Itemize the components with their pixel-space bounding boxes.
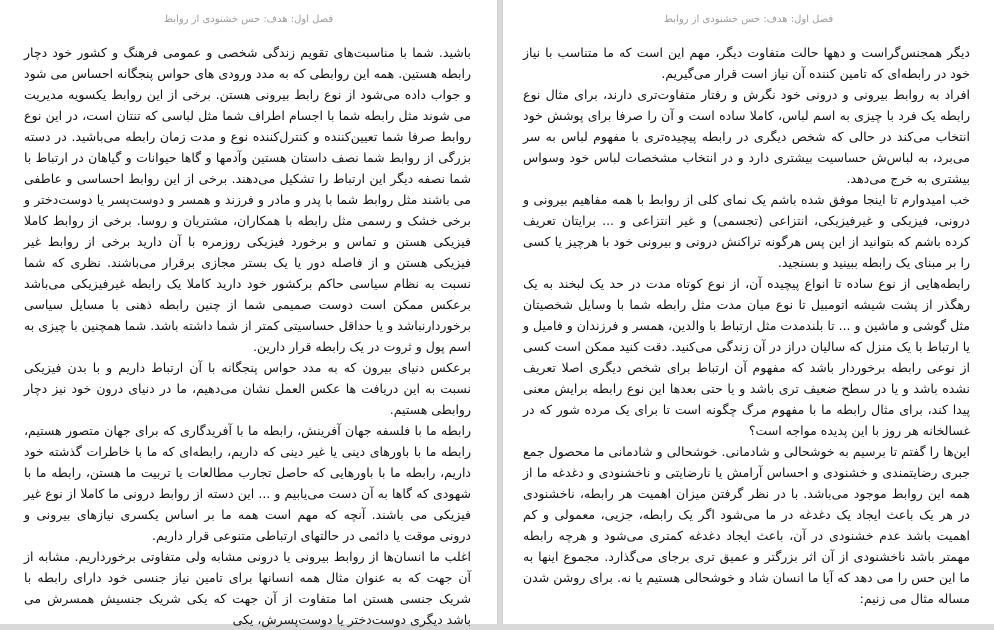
right-page — [502, 0, 994, 624]
paragraph: برعکس دنیای بیرون که به مدد حواس پنجگانه با آن ارتباط داریم و با بدن فیزیکی نسبت به این دریافت ها عکس العمل نشان می‌دهیم، ما در دنیای درون خود نیز دچار روابطی هستیم. — [24, 360, 471, 417]
paragraph: دیگر همجنس‌گراست و دهها حالت متفاوت دیگر، مهم این است که ما متناسب با نیاز خود در رابطه‌ای که تامین کننده آن نیاز است قرار می‌گیریم. — [523, 45, 970, 81]
paragraph: این‌ها را گفتم تا برسیم به خوشحالی و شادمانی. خوشحالی و شادمانی ما محصول جمع جبری رضایتمندی و خشنودی و احساس آرامش یا نارضایتی و ناخشنودی و دغدغه ما از همه این روابط موجود می‌باشد. با در نظر گرفتن میزان اهمیت هر رابطه، ناخشنودی در هر یک باعث ایجاد یک دغدغه در ما می‌شود اگر یک رابطه، جزیی، معمولی و کم اهمیت باشد عدم خشنودی در آن، باعث ایجاد دغدغه کمتری می‌شود و هرچه رابطه مهمتر باشد ناخشنودی از آن اثر بزرگتر و عمیق تری برجای می‌گذارد. مجموع اینها به ما این حس را می دهد که آیا ما انسان شاد و خوشحالی هستیم یا نه. برای روشن شدن مساله مثال می زنیم: — [523, 444, 970, 606]
paragraph: رابطه‌هایی از نوع ساده تا انواع پیچیده آن، از نوع کوتاه مدت در حد یک لبخند به یک رهگذر از پشت شیشه اتومبیل تا نوع میان مدت مثل رابطه شما با وسایل شخصیتان مثل گوشی و ماشین و ... تا بلندمدت مثل ارتباط با والدین، همسر و فرزندان و فامیل و یا ارتباط با یک منزل که سالیان دراز در آن زندگی می‌کنید. دقت کنید ممکن است کسی از نوعی رابطه برخوردار باشد که مفهوم آن ارتباط برای شخص دیگری اصلا تعریف نشده باشد و یا در سطح ضعیف تری باشد و یا حتی بعدها این نوع رابطه برایش معنی پیدا کند، برای مثال رابطه ما با مفهوم مرگ چگونه است تا برای یک مرده شور که در غسالخانه هر روز با این پدیده مواجه است؟ — [523, 276, 970, 438]
paragraph: افراد به روابط بیرونی و درونی خود نگرش و رفتار متفاوت‌تری دارند، برای مثال نوع رابطه یک فرد با چیزی به اسم لباس، کاملا ساده است و آن را صرفا برای پوشش خود انتخاب می‌کند در حالی که شخص دیگری در رابطه پیچیده‌تری با مفهوم لباس به سر می‌برد، به لباس‌ش حساسیت بیشتری دارد و در انتخاب مشخصات لباس خود وسواس بیشتری به خرج می‌دهد. — [523, 87, 970, 186]
running-head: فصل اول: هدف: حس خشنودی از روابط — [163, 14, 334, 25]
paragraph: باشید. شما با مناسبت‌های تقویم زندگی شخصی و عمومی فرهنگ و کشور خود دچار رابطه هستین. همه این روابطی که به مدد ورودی های حواس پنجگانه احساس می شود و جواب داده می‌شود از نوع رابط بیرونی هستن. برخی از این روابط یکسویه مدیریت می شوند مثل رابطه شما با اجسام اطراف شما مثل لباسی که تنتان است، در این نوع روابط صرفا شما تعیین‌کننده و کنترل‌کننده نوع و مدت زمان رابطه می‌باشید. در دسته بزرگی از روابط شما نصف داستان هستین وآدمها و گاها حیوانات و گیاهان در ارتباط با شما نصفه دیگر این ارتباط را تشکیل می‌دهند. برخی از این روابط احساسی و عاطفی می باشند مثل روابط شما با پدر و مادر و فرزند و همسر و دوست‌پسر یا دوست‌دختر و برخی خشک و رسمی مثل رابطه با همکاران، مشتریان و روسا. برخی از روابط کاملا فیزیکی هستن و تماس و برخورد فیزیکی روزمره با آن دارید برخی از روابط غیر فیزیکی هستن و از فاصله دور یا یک بستر مجازی برقرار می‌باشند. نظری که شما نسبت به نظام سیاسی حاکم برکشور خود دارید کاملا یک رابطه غیرفیزیکی می‌باشد برعکس ممکن است دوست صمیمی شما از چنین رابطه ذهنی با مسایل سیاسی برخوردارنباشد و یا حداقل حساسیتی کمتر از شما داشته باشد. شما همچنین با چیزی به اسم پول و ثروت در یک رابطه قرار دارین. — [24, 45, 471, 354]
page-body-text — [523, 42, 970, 609]
page-body-text — [24, 42, 471, 630]
left-page — [0, 0, 498, 627]
paragraph: خب امیدوارم تا اینجا موفق شده باشم یک نمای کلی از روابط با همه مفاهیم بیرونی و درونی، فیزیکی و غیرفیزیکی، انتزاعی (تجسمی) و غیر انتزاعی و ... برایتان تعریف کرده باشم که بتوانید از این پس هرگونه تراکنش درونی و بیرونی خود با هرچیز یا کسی را بر مبنای یک رابطه ببینید و بسنجید. — [523, 192, 970, 270]
paragraph: اغلب ما انسان‌ها از روابط بیرونی یا درونی مشابه ولی متفاوتی برخورداریم. مشابه از آن جهت که به عنوان مثال همه انسانها برای تامین نیاز جنسی خود دارای رابطه با شریک جنسی هستن اما متفاوت از آن جهت که یکی شریک جنسیش همسرش می باشد دیگری دوست‌دختر یا دوست‌پسرش، یکی — [24, 549, 471, 627]
paragraph: رابطه ما با فلسفه جهان آفرینش، رابطه ما با آفریدگاری که برای جهان متصور هستیم، رابطه ما با باورهای دینی یا غیر دینی که داریم، رابطه‌ای که ما با خاطرات گذشته خود داریم، رابطه ما با باورهایی که حاصل تجارب مطالعات یا تربیت ما هستن، رابطه ما با شهودی که گاها به آن دست می‌یابیم و ... این دسته از روابط درونی ما کاملا از نوع غیر فیزیکی می باشند. آنچه که مهم است همه ما بر اساس یکسری نیازهای بیرونی و درونی موقت یا دائمی در حالتهای ارتباطی متنوعی قرار داریم. — [24, 423, 471, 543]
running-head: فصل اول: هدف: حس خشنودی از روابط — [663, 14, 834, 25]
